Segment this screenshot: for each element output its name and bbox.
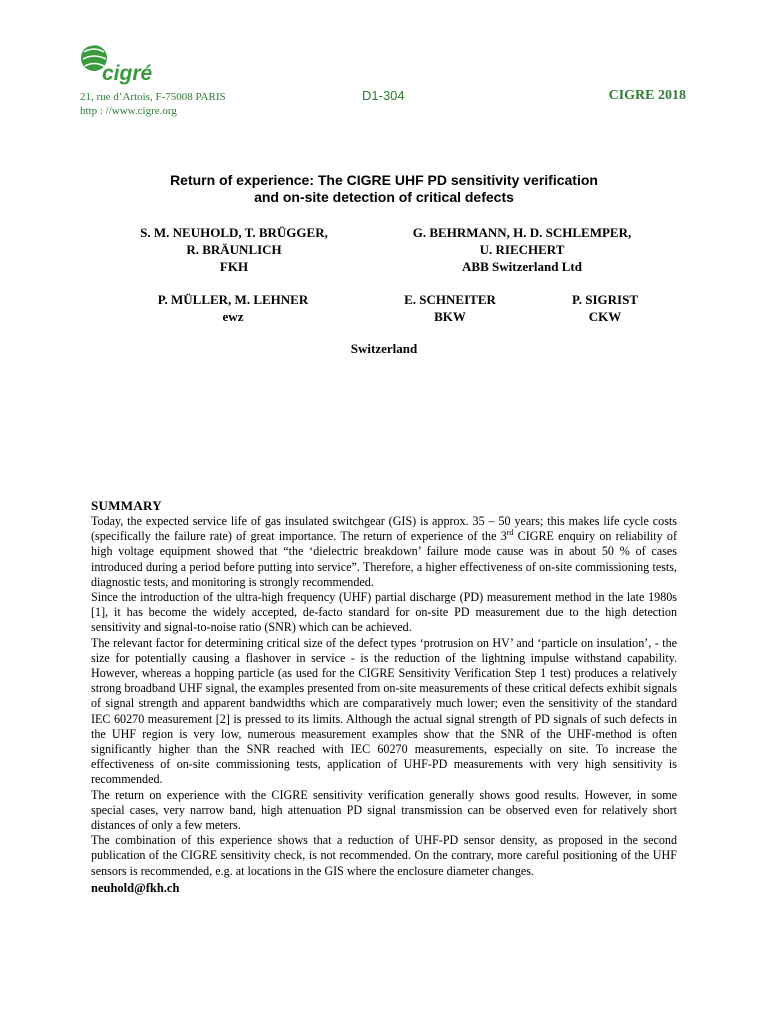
title-line-2: and on-site detection of critical defects [254, 189, 514, 205]
author-names: P. MÜLLER, M. LEHNER [157, 292, 309, 307]
author-affiliation: CKW [588, 309, 622, 324]
address-url[interactable]: http : //www.cigre.org [80, 105, 177, 117]
summary-paragraph: The relevant factor for determining critical size of the defect types ‘protrusion on HV’ and ‘particle on insulation’, - the size for potentially causing a flashover in service - is the reduction of the lightning impulse withstand capability. However, whereas a hopping particle (as used for the CIGRE Sensitivity Verification Step 1 test) produces a relatively strong broadband UHF signal, the examples presented from on-site measurements of these critical defects exhibit signals of signal strength and apparent bandwidths which are comparatively much lower; even the sensitivity of the standard IEC 60270 measurement [2] is pressed to its limits. Although the actual signal strength of PD signals of such defects in the UHF region is very low, numerous measurement examples show that the SNR of the UHF-method is often significantly higher than the SNR reached with IEC 60270 measurements, especially on site. To increase the effectiveness of on-site commissioning tests, application of UHF-PD measurements with very high sensitivity is recommended. [91, 635, 677, 787]
cigre-logo [80, 38, 170, 90]
logo-wordmark: cigré [102, 62, 153, 85]
summary-paragraph: Since the introduction of the ultra-high frequency (UHF) partial discharge (PD) measurement method in the late 1980s [1], it has become the widely accepted, de-facto standard for on-site PD measurement due to the high detection sensitivity and signal-to-noise ratio (SNR) which can be achieved. [91, 590, 677, 635]
author-names: G. BEHRMANN, H. D. SCHLEMPER, [412, 225, 632, 240]
author-names: R. BRÄUNLICH [186, 242, 282, 257]
author-names: U. RIECHERT [479, 242, 565, 257]
author-names: P. SIGRIST [572, 292, 638, 307]
title-line-1: Return of experience: The CIGRE UHF PD sensitivity verification [170, 172, 598, 188]
country-label: Switzerland [350, 341, 418, 356]
superscript: rd [506, 528, 514, 538]
conference-label: CIGRE 2018 [608, 88, 686, 103]
author-group-ewz [128, 291, 338, 325]
summary-paragraph [91, 514, 677, 590]
contact-email[interactable]: neuhold@fkh.ch [91, 880, 180, 895]
summary-paragraph: The combination of this experience shows that a reduction of UHF-PD sensor density, as proposed in the second publication of the CIGRE sensitivity check, is not recommended. On the contrary, more careful positioning of the UHF sensors is recommended, e.g. at locations in the GIS where the enclosure diameter changes. [91, 833, 677, 878]
summary-section [91, 498, 677, 896]
summary-text: Today, the expected service life of gas insulated switchgear (GIS) is approx. 35 – 50 years; this makes life cycle costs (specifically the failure rate) of great importance. The return of experience of the 3 [91, 514, 677, 544]
address-block [80, 90, 226, 118]
address-street: 21, rue d’Artois, F-75008 PARIS [80, 91, 226, 103]
author-group-bkw [390, 291, 510, 325]
document-id: D1-304 [362, 88, 405, 103]
author-affiliation: BKW [434, 309, 466, 324]
paper-title [80, 172, 688, 206]
author-affiliation: FKH [219, 259, 249, 274]
author-affiliation: ABB Switzerland Ltd [462, 259, 582, 274]
author-group-fkh [104, 224, 364, 275]
author-group-abb [392, 224, 652, 275]
author-names: E. SCHNEITER [404, 292, 496, 307]
author-names: S. M. NEUHOLD, T. BRÜGGER, [140, 225, 328, 240]
summary-paragraph: The return on experience with the CIGRE sensitivity verification generally shows good results. However, in some special cases, very narrow band, high attenuation PD signal transmission can be observed even for relatively short distances of only a few meters. [91, 787, 677, 833]
author-affiliation: ewz [222, 309, 244, 324]
summary-heading: SUMMARY [91, 498, 162, 513]
author-group-ckw [550, 291, 660, 325]
summary-text: CIGRE enquiry on reliability of high voltage equipment showed that “the ‘dielectric breakdown’ failure mode cause was in about 50 % of cases introduced during a period before putting into service”. Therefore, a higher effectiveness of on-site commissioning tests, diagnostic tests, and monitoring is strongly recommended. [91, 529, 677, 589]
